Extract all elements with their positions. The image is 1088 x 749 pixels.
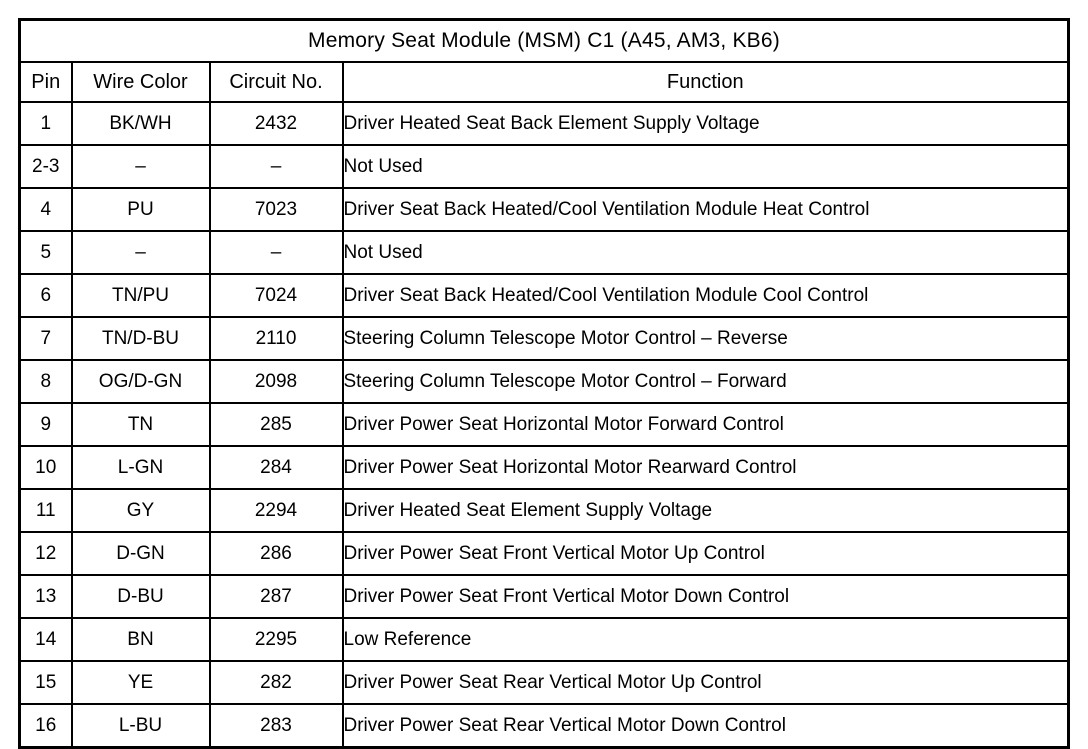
table-row (20, 489, 1069, 532)
cell-circuit-no: – (210, 145, 343, 188)
table-row (20, 403, 1069, 446)
table-row (20, 618, 1069, 661)
cell-function: Driver Power Seat Rear Vertical Motor Down Control (343, 704, 1069, 748)
cell-pin: 15 (20, 661, 72, 704)
cell-pin: 8 (20, 360, 72, 403)
cell-wire-color: TN (72, 403, 210, 446)
cell-function: Driver Heated Seat Element Supply Voltage (343, 489, 1069, 532)
table-row (20, 274, 1069, 317)
column-header-circuit-no: Circuit No. (210, 62, 343, 102)
cell-function: Steering Column Telescope Motor Control – Reverse (343, 317, 1069, 360)
cell-circuit-no: 284 (210, 446, 343, 489)
cell-function: Not Used (343, 231, 1069, 274)
cell-circuit-no: 2295 (210, 618, 343, 661)
table-header-row (20, 62, 1069, 102)
cell-circuit-no: 287 (210, 575, 343, 618)
cell-pin: 16 (20, 704, 72, 748)
table-row (20, 188, 1069, 231)
column-header-function: Function (343, 62, 1069, 102)
cell-wire-color: L-GN (72, 446, 210, 489)
cell-pin: 11 (20, 489, 72, 532)
cell-wire-color: TN/D-BU (72, 317, 210, 360)
cell-wire-color: D-BU (72, 575, 210, 618)
cell-circuit-no: 2294 (210, 489, 343, 532)
cell-pin: 14 (20, 618, 72, 661)
cell-pin: 12 (20, 532, 72, 575)
table-row (20, 575, 1069, 618)
cell-pin: 2-3 (20, 145, 72, 188)
table-row (20, 532, 1069, 575)
cell-circuit-no: 285 (210, 403, 343, 446)
cell-function: Driver Power Seat Front Vertical Motor Up Control (343, 532, 1069, 575)
cell-pin: 10 (20, 446, 72, 489)
cell-function: Driver Power Seat Front Vertical Motor Down Control (343, 575, 1069, 618)
cell-wire-color: BK/WH (72, 102, 210, 145)
cell-wire-color: – (72, 231, 210, 274)
table-row (20, 231, 1069, 274)
cell-function: Steering Column Telescope Motor Control – Forward (343, 360, 1069, 403)
cell-pin: 1 (20, 102, 72, 145)
cell-pin: 9 (20, 403, 72, 446)
table-body (20, 20, 1069, 748)
table-title-row (20, 20, 1069, 63)
cell-function: Driver Power Seat Rear Vertical Motor Up Control (343, 661, 1069, 704)
cell-pin: 13 (20, 575, 72, 618)
cell-function: Driver Heated Seat Back Element Supply Voltage (343, 102, 1069, 145)
table-row (20, 446, 1069, 489)
connector-pinout-table (18, 18, 1070, 749)
table-row (20, 704, 1069, 748)
column-header-pin: Pin (20, 62, 72, 102)
cell-wire-color: BN (72, 618, 210, 661)
table-row (20, 317, 1069, 360)
cell-circuit-no: 286 (210, 532, 343, 575)
cell-circuit-no: 2110 (210, 317, 343, 360)
cell-wire-color: PU (72, 188, 210, 231)
cell-pin: 6 (20, 274, 72, 317)
table-row (20, 145, 1069, 188)
cell-wire-color: YE (72, 661, 210, 704)
cell-function: Not Used (343, 145, 1069, 188)
table-row (20, 102, 1069, 145)
cell-wire-color: – (72, 145, 210, 188)
column-header-wire-color: Wire Color (72, 62, 210, 102)
cell-function: Driver Seat Back Heated/Cool Ventilation Module Heat Control (343, 188, 1069, 231)
cell-wire-color: OG/D-GN (72, 360, 210, 403)
cell-wire-color: L-BU (72, 704, 210, 748)
cell-circuit-no: 283 (210, 704, 343, 748)
cell-wire-color: TN/PU (72, 274, 210, 317)
cell-circuit-no: 7023 (210, 188, 343, 231)
cell-function: Driver Power Seat Horizontal Motor Forward Control (343, 403, 1069, 446)
cell-function: Driver Power Seat Horizontal Motor Rearward Control (343, 446, 1069, 489)
cell-circuit-no: 2098 (210, 360, 343, 403)
cell-function: Low Reference (343, 618, 1069, 661)
table-title: Memory Seat Module (MSM) C1 (A45, AM3, KB6) (20, 20, 1069, 63)
cell-pin: 5 (20, 231, 72, 274)
cell-circuit-no: 7024 (210, 274, 343, 317)
table-row (20, 661, 1069, 704)
cell-circuit-no: 2432 (210, 102, 343, 145)
cell-wire-color: D-GN (72, 532, 210, 575)
cell-pin: 7 (20, 317, 72, 360)
cell-wire-color: GY (72, 489, 210, 532)
table-row (20, 360, 1069, 403)
cell-function: Driver Seat Back Heated/Cool Ventilation Module Cool Control (343, 274, 1069, 317)
cell-circuit-no: 282 (210, 661, 343, 704)
cell-circuit-no: – (210, 231, 343, 274)
cell-pin: 4 (20, 188, 72, 231)
